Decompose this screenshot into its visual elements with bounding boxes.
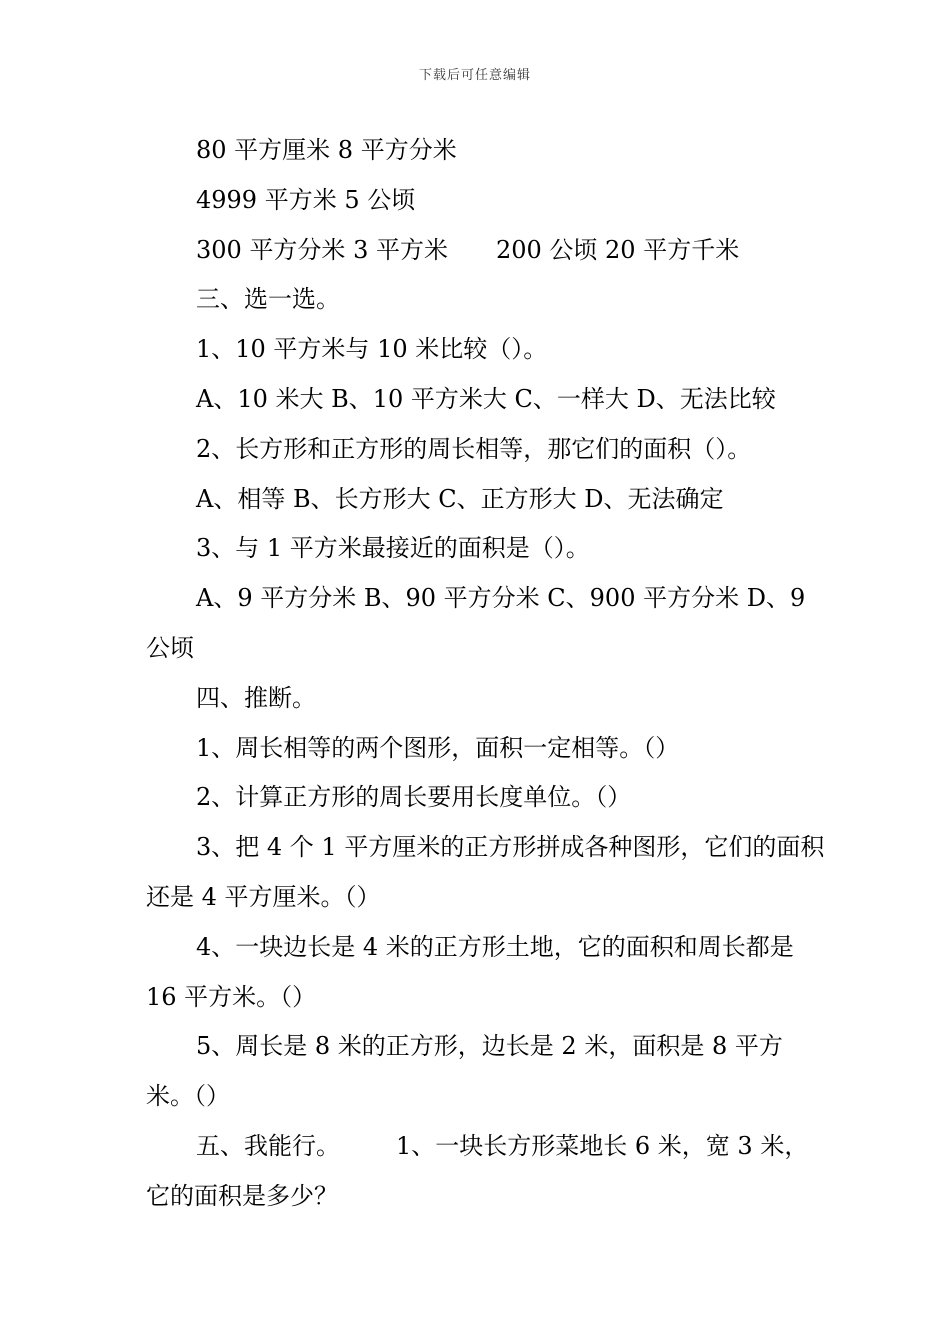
judgement-1: 1、周长相等的两个图形，面积一定相等。（）: [196, 733, 680, 762]
conversion-item-3a: 300 平方分米 3 平方米: [196, 235, 448, 264]
judgement-4: 4、一块边长是 4 米的正方形土地，它的面积和周长都是 16 平方米。（）: [146, 932, 794, 1011]
section-heading-3: 三、选一选。: [196, 285, 340, 314]
document-body: [146, 126, 826, 1222]
conversion-line-1: 80 平方厘米 8 平方分米: [196, 136, 457, 164]
conversion-line-3: [146, 226, 826, 276]
choice-question-1: 1、10 平方米与 10 米比较（）。: [196, 335, 548, 364]
judgement-3: 3、把 4 个 1 平方厘米的正方形拼成各种图形，它们的面积还是 4 平方厘米。（）: [146, 833, 825, 911]
conversion-item-3b: 200 公顷 20 平方千米: [495, 235, 740, 264]
choice-question-3: 3、与 1 平方米最接近的面积是（）。: [196, 534, 590, 563]
choice-options-1: A、10 米大 B、10 平方米大 C、一样大 D、无法比较: [196, 384, 776, 413]
section-5-paragraph: [146, 1122, 826, 1222]
choice-options-3: A、9 平方分米 B、90 平方分米 C、900 平方分米 D、9 公顷: [146, 584, 806, 662]
judgement-2: 2、计算正方形的周长要用长度单位。（）: [196, 783, 632, 812]
choice-options-2: A、相等 B、长方形大 C、正方形大 D、无法确定: [196, 484, 724, 513]
judgement-5: 5、周长是 8 米的正方形，边长是 2 米，面积是 8 平方米。（）: [146, 1032, 783, 1111]
section-heading-4: 四、推断。: [196, 683, 316, 712]
choice-question-2: 2、长方形和正方形的周长相等，那它们的面积（）。: [196, 434, 752, 463]
page-header: 下载后可任意编辑: [418, 68, 531, 83]
conversion-line-2: 4999 平方米 5 公顷: [196, 185, 416, 214]
section-heading-5: 五、我能行。: [196, 1131, 340, 1160]
problem-1: 1、一块长方形菜地长 6 米，宽 3 米，它的面积是多少？: [146, 1131, 809, 1210]
